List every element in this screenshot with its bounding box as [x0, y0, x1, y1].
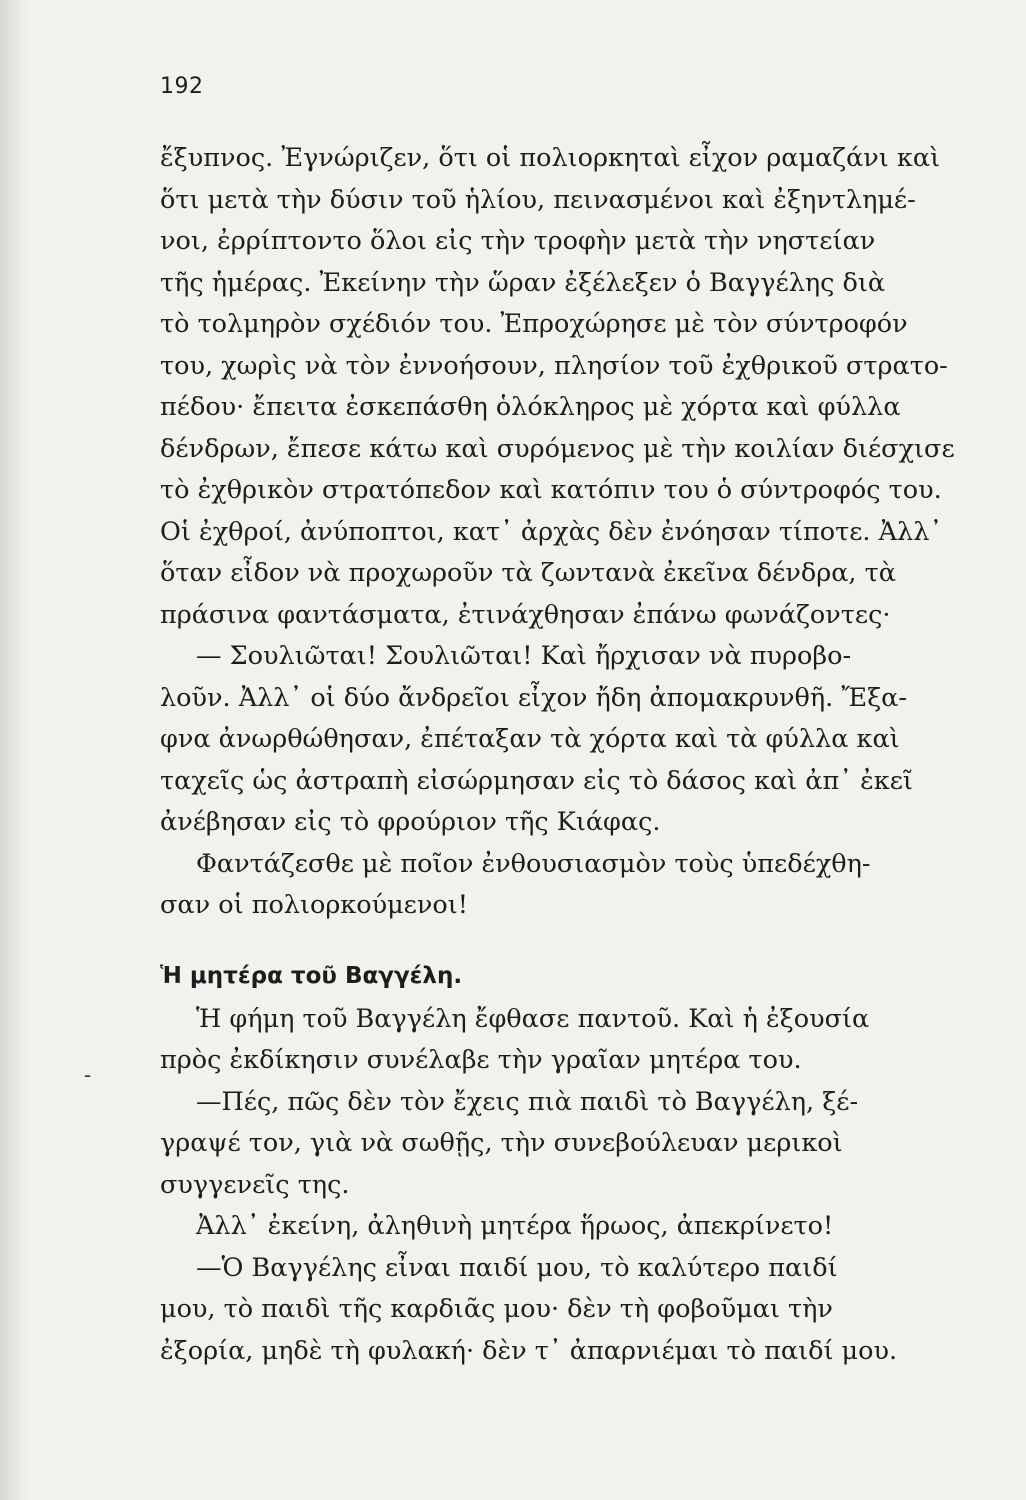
body-line: τὸ ἐχθρικὸν στρατόπεδον καὶ κατόπιν του ὁ σύντροφός του.: [160, 475, 942, 505]
body-line: του, χωρὶς νὰ τὸν ἐννοήσουν, πλησίον τοῦ ἐχθρικοῦ στρατο-: [160, 350, 948, 381]
body-line: Φαντάζεσθε μὲ ποῖον ἐνθουσιασμὸν τοὺς ὑπεδέχθη-: [196, 848, 871, 879]
page-number: 192: [160, 74, 204, 99]
margin-mark: -: [84, 1063, 92, 1087]
body-line: φνα ἀνωρθώθησαν, ἐπέταξαν τὰ χόρτα καὶ τὰ φύλλα καὶ: [160, 724, 900, 754]
section-line: μου, τὸ παιδὶ τῆς καρδιᾶς μου· δὲν τὴ φοβοῦμαι τὴν: [160, 1294, 833, 1324]
body-line: πέδου· ἔπειτα ἐσκεπάσθη ὁλόκληρος μὲ χόρτα καὶ φύλλα: [160, 392, 901, 422]
section-heading: Ἡ μητέρα τοῦ Βαγγέλη.: [160, 962, 463, 989]
section-line: —Ὁ Βαγγέλης εἶναι παιδί μου, τὸ καλύτερο παιδί: [196, 1252, 838, 1283]
page-gutter-shadow: [0, 0, 28, 1500]
body-line: ἔξυπνος. Ἐγνώριζεν, ὅτι οἱ πολιορκηταὶ εἶχον ραμαζάνι καὶ: [160, 143, 941, 173]
text-block: [160, 138, 1020, 1372]
section-line: —Πές, πῶς δὲν τὸν ἔχεις πιὰ παιδὶ τὸ Βαγγέλη, ξέ-: [196, 1086, 859, 1117]
section-line: ἐξορία, μηδὲ τὴ φυλακή· δὲν τ᾽ ἀπαρνιέμαι τὸ παιδί μου.: [160, 1335, 898, 1366]
body-line: δένδρων, ἔπεσε κάτω καὶ συρόμενος μὲ τὴν κοιλίαν διέσχισε: [160, 433, 955, 464]
body-line: τὸ τολμηρὸν σχέδιόν του. Ἐπροχώρησε μὲ τὸν σύντροφόν: [160, 309, 908, 339]
body-line: Οἱ ἐχθροί, ἀνύποπτοι, κατ᾽ ἀρχὰς δὲν ἐνόησαν τίποτε. Ἀλλ᾽: [160, 516, 943, 547]
body-line: τῆς ἡμέρας. Ἐκείνην τὴν ὥραν ἐξέλεξεν ὁ Βαγγέλης διὰ: [160, 267, 886, 298]
section-line: γραψέ τον, γιὰ νὰ σωθῇς, τὴν συνεβούλευαν μερικοὶ: [160, 1128, 843, 1158]
section-line: Ἡ φήμη τοῦ Βαγγέλη ἔφθασε παντοῦ. Καὶ ἡ ἐξουσία: [196, 1003, 870, 1034]
body-line: σαν οἱ πολιορκούμενοι!: [160, 890, 468, 920]
body-line: — Σουλιῶται! Σουλιῶται! Καὶ ἤρχισαν νὰ πυροβο-: [196, 641, 852, 671]
body-line: νοι, ἐρρίπτοντο ὅλοι εἰς τὴν τροφὴν μετὰ τὴν νηστείαν: [160, 226, 876, 256]
body-line: λοῦν. Ἀλλ᾽ οἱ δύο ἄνδρεῖοι εἶχον ἤδη ἀπομακρυνθῆ. Ἔξα-: [160, 682, 907, 713]
section-line: Ἀλλ᾽ ἐκείνη, ἀληθινὴ μητέρα ἥρωος, ἀπεκρίνετο!: [196, 1211, 834, 1241]
body-line: ὅταν εἶδον νὰ προχωροῦν τὰ ζωντανὰ ἐκεῖνα δένδρα, τὰ: [160, 558, 896, 588]
body-line: πράσινα φαντάσματα, ἐτινάχθησαν ἐπάνω φωνάζοντες·: [160, 599, 891, 630]
section-line: συγγενεῖς της.: [160, 1169, 350, 1200]
body-line: ὅτι μετὰ τὴν δύσιν τοῦ ἡλίου, πεινασμένοι καὶ ἐξηντλημέ-: [160, 184, 916, 215]
section-line: πρὸς ἐκδίκησιν συνέλαβε τὴν γραῖαν μητέρα του.: [160, 1045, 802, 1075]
body-line: ταχεῖς ὡς ἀστραπὴ εἰσώρμησαν εἰς τὸ δάσος καὶ ἀπ᾽ ἐκεῖ: [160, 765, 913, 796]
heading-spacer: [160, 927, 1020, 953]
body-line: ἀνέβησαν εἰς τὸ φρούριον τῆς Κιάφας.: [160, 807, 661, 837]
